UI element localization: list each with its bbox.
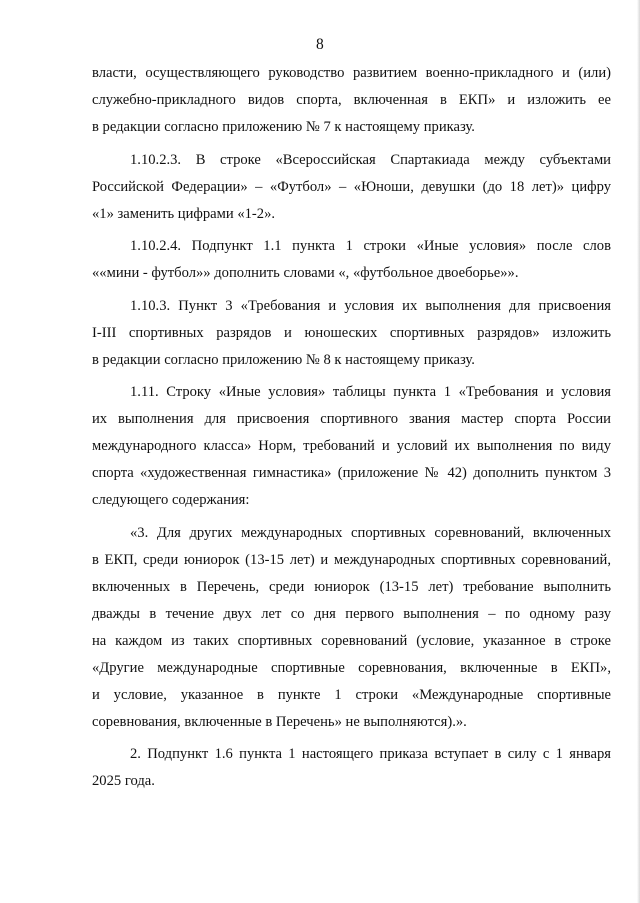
text-line: 1.11. Строку «Иные условия» таблицы пункта 1 «Требования и условия (130, 384, 611, 400)
text-line: дважды в течение двух лет со дня первого выполнения – по одному разу (92, 605, 611, 622)
paragraph-continuation (92, 60, 611, 141)
document-body (92, 60, 611, 795)
text-line: в ЕКП, среди юниорок (13-15 лет) и международных спортивных соревнований, (92, 551, 611, 568)
text-line: служебно-прикладного видов спорта, включенная в ЕКП» и изложить ее (92, 92, 611, 108)
paragraph-quoted-item-3 (92, 520, 611, 736)
text-line: на каждом из таких спортивных соревнований (условие, указанное в строке (92, 632, 611, 649)
paragraph-1-10-3 (92, 293, 611, 374)
paragraph-2 (92, 741, 611, 795)
text-line: 1.10.3. Пункт 3 «Требования и условия их выполнения для присвоения (130, 297, 611, 314)
paragraph-1-10-2-4 (92, 233, 611, 287)
text-line: 1.10.2.4. Подпункт 1.1 пункта 1 строки «Иные условия» после слов (130, 238, 611, 254)
text-line: «1» заменить цифрами «1-2». (92, 205, 276, 222)
text-line: «3. Для других международных спортивных соревнований, включенных (130, 524, 611, 541)
text-line: «Другие международные спортивные соревнования, включенные в ЕКП», (92, 659, 611, 676)
page-number: 8 (316, 36, 324, 53)
text-line: власти, осуществляющего руководство развитием военно-прикладного и (или) (92, 65, 611, 81)
text-line: 2. Подпункт 1.6 пункта 1 настоящего приказа вступает в силу с 1 января (130, 746, 611, 762)
text-line: соревнования, включенные в Перечень» не выполняются).». (92, 713, 467, 730)
text-line: в редакции согласно приложению № 8 к настоящему приказу. (92, 351, 475, 368)
text-line: Российской Федерации» – «Футбол» – «Юноши, девушки (до 18 лет)» цифру (92, 178, 611, 195)
text-line: спорта «художественная гимнастика» (приложение № 42) дополнить пунктом 3 (92, 465, 611, 481)
text-line: международного класса» Норм, требований и условий их выполнения по виду (92, 438, 611, 454)
text-line: 1.10.2.3. В строке «Всероссийская Спартакиада между субъектами (130, 151, 611, 168)
text-line: в редакции согласно приложению № 7 к настоящему приказу. (92, 119, 475, 135)
text-line: I-III спортивных разрядов и юношеских спортивных разрядов» изложить (92, 324, 611, 341)
paragraph-1-10-2-3 (92, 147, 611, 228)
text-line: следующего содержания: (92, 492, 250, 508)
text-line: и условие, указанное в пункте 1 строки «Международные спортивные (92, 686, 611, 703)
text-line: включенных в Перечень, среди юниорок (13-15 лет) требование выполнить (92, 578, 611, 595)
paragraph-1-11 (92, 379, 611, 514)
text-line: 2025 года. (92, 773, 155, 789)
text-line: ««мини - футбол»» дополнить словами «, «футбольное двоеборье»». (92, 265, 519, 281)
text-line: их выполнения для присвоения спортивного звания мастер спорта России (92, 411, 611, 427)
